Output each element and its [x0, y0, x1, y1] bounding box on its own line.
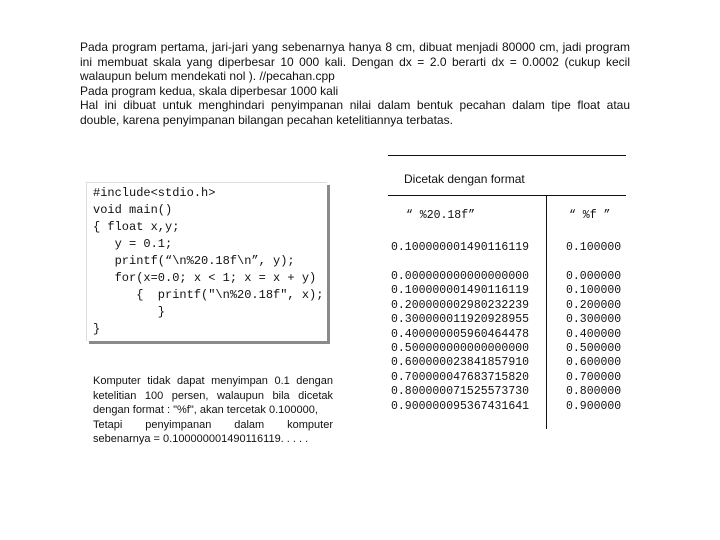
intro-text — [80, 40, 630, 127]
table-title: Dicetak dengan format — [404, 172, 525, 186]
table-cell: 0.800000 — [566, 385, 622, 399]
table-cell: 0.200000 — [566, 298, 622, 312]
intro-line-2: Pada program kedua, skala diperbesar 1000 kali — [80, 83, 339, 98]
table-cell: 0.600000 — [566, 356, 622, 370]
table-cell: 0.100000 — [566, 284, 622, 298]
table-cell: 0.900000095367431641 — [391, 399, 530, 413]
loop-values-long — [391, 270, 529, 414]
table-header-rule — [388, 195, 626, 196]
table-cell: 0.200000002980232239 — [391, 298, 530, 312]
first-value-long: 0.100000001490116119 — [391, 241, 530, 254]
table-cell: 0.500000000000000000 — [391, 342, 530, 356]
table-top-rule — [388, 155, 626, 156]
table-cell: 0.500000 — [566, 342, 622, 356]
first-value-short: 0.100000 — [566, 241, 622, 254]
table-cell: 0.000000000000000000 — [391, 270, 530, 283]
header-format-long: “ %20.18f” — [406, 209, 476, 222]
table-cell: 0.400000 — [566, 327, 622, 341]
code-line: #include<stdio.h> — [93, 186, 216, 200]
code-line: printf(“\n%20.18f\n”, y); — [93, 254, 295, 268]
intro-paragraph-1: Pada program pertama, jari-jari yang sebenarnya hanya 8 cm, dibuat menjadi 80000 cm, jadi program ini membuat skala yang diperbesar 10 000 kali. Dengan dx = 2.0 berarti dx = 0.0002 (cukup kecil walaupun belum mendekati nol ). //pecahan.cpp — [80, 40, 630, 83]
code-line: { float x,y; — [93, 220, 180, 234]
table-cell: 0.300000 — [566, 313, 622, 327]
code-listing — [93, 185, 323, 338]
note-paragraph-2: Tetapi penyimpanan dalam komputer sebenarnya = 0.100000001490116119. . . . . — [93, 418, 333, 445]
table-cell: 0.700000 — [566, 370, 622, 384]
table-cell: 0.900000 — [566, 399, 622, 413]
code-line: } — [93, 305, 166, 319]
intro-line-3: Hal ini dibuat untuk menghindari penyimpanan nilai dalam bentuk pecahan dalam tipe float atau double, karena penyimpanan bilangan pecahan ketelitiannya terbatas. — [80, 98, 630, 127]
code-line: y = 0.1; — [93, 237, 173, 251]
code-line: void main() — [93, 203, 173, 217]
loop-values-short — [566, 270, 621, 414]
table-cell: 0.700000047683715820 — [391, 370, 530, 384]
note-paragraph-1: Komputer tidak dapat menyimpan 0.1 dengan ketelitian 100 persen, walaupun bila dicetak dengan format : "%f", akan tercetak 0.100000, — [93, 375, 333, 416]
table-cell: 0.600000023841857910 — [391, 356, 530, 370]
code-line: } — [93, 322, 101, 336]
table-cell: 0.000000 — [566, 270, 622, 283]
explanation-note — [93, 374, 333, 447]
code-line: { printf("\n%20.18f", x); — [93, 288, 324, 302]
table-cell: 0.400000005960464478 — [391, 327, 530, 341]
header-format-short: “ %f ” — [569, 209, 611, 222]
table-cell: 0.300000011920928955 — [391, 313, 530, 327]
table-cell: 0.800000071525573730 — [391, 385, 530, 399]
code-line: for(x=0.0; x < 1; x = x + y) — [93, 271, 317, 285]
table-cell: 0.100000001490116119 — [391, 284, 530, 298]
table-column-divider — [546, 195, 547, 429]
